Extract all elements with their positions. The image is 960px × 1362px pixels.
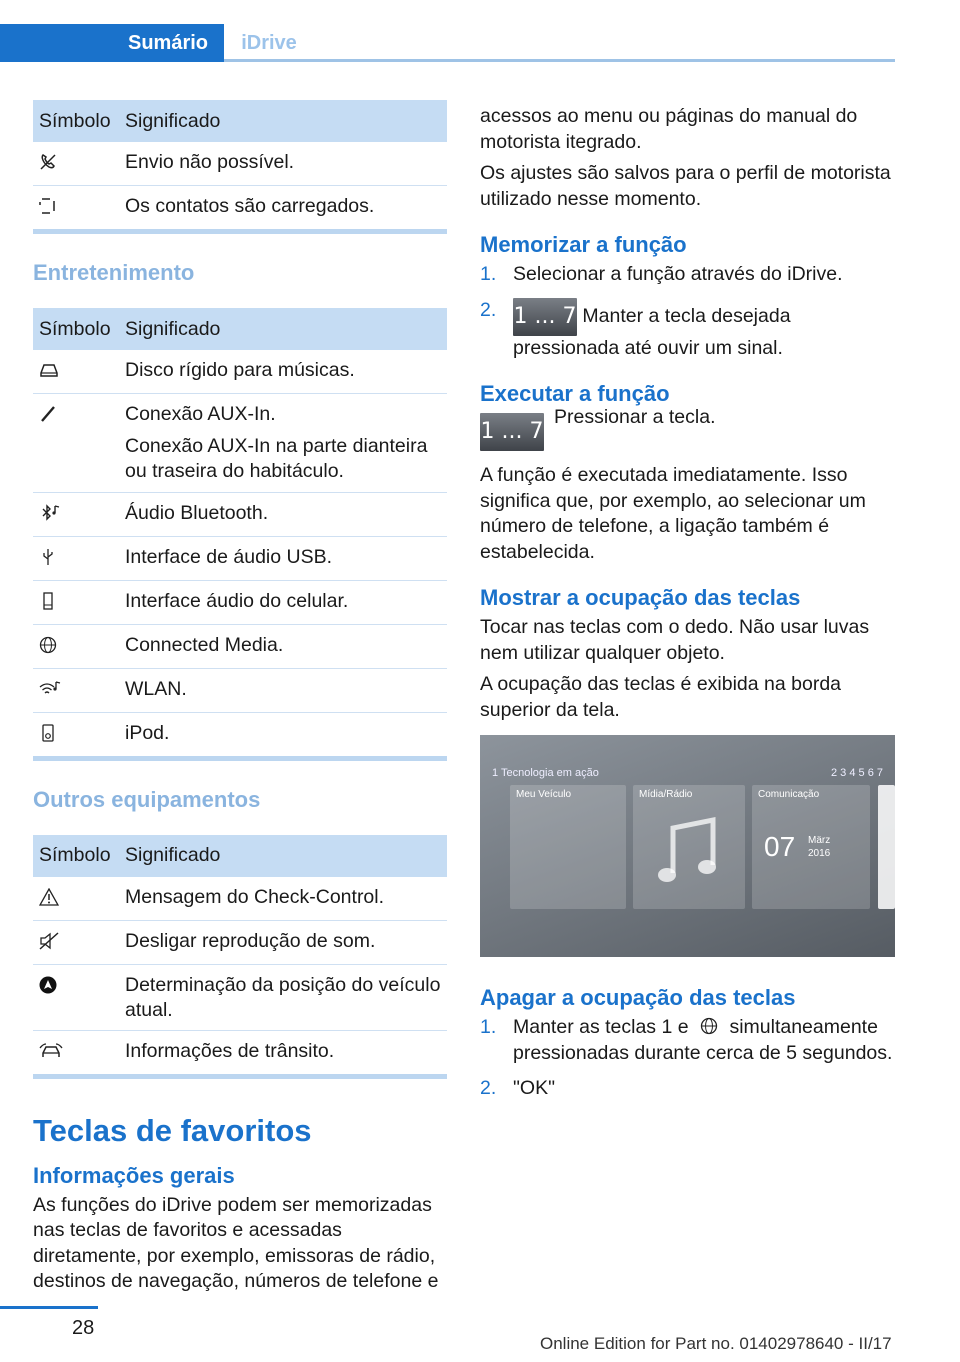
column-header-symbol: Símbolo bbox=[33, 308, 119, 350]
panel-communication bbox=[752, 785, 870, 909]
table-row bbox=[33, 394, 447, 493]
table-row bbox=[33, 142, 447, 186]
symbol-table-other bbox=[33, 835, 447, 1079]
symbol-table-entertainment bbox=[33, 308, 447, 761]
table-cell: WLAN. bbox=[119, 668, 447, 712]
delete-steps bbox=[480, 1015, 895, 1102]
tab-summary[interactable]: Sumário bbox=[0, 24, 224, 62]
symbol-table-communication bbox=[33, 100, 447, 234]
bar-left-label: 1 Tecnologia em ação bbox=[492, 767, 599, 779]
connected-media-icon bbox=[39, 636, 57, 654]
mobile-phone-icon bbox=[39, 592, 57, 610]
show-text-2: A ocupação das teclas é exibida na borda superior da tela. bbox=[480, 673, 842, 721]
execute-result: A função é executada imediatamente. Isso significa que, por exemplo, ao selecionar um número de telefone, a ligação também é estabelecida. bbox=[480, 464, 866, 563]
execute-text: Pressionar a tecla. bbox=[554, 406, 716, 428]
table-cell: Mensagem do Check-Control. bbox=[119, 877, 447, 921]
tab-idrive[interactable]: iDrive bbox=[241, 32, 297, 54]
section-title-entertainment: Entretenimento bbox=[33, 260, 195, 285]
table-cell: Disco rígido para músicas. bbox=[119, 350, 447, 394]
table-cell: Envio não possível. bbox=[119, 142, 447, 186]
table-cell: Connected Media. bbox=[119, 624, 447, 668]
idrive-screen-image bbox=[480, 735, 895, 957]
execute-row bbox=[480, 406, 895, 451]
date-day: 07 bbox=[764, 831, 796, 862]
column-header-symbol: Símbolo bbox=[33, 100, 119, 142]
bluetooth-audio-icon bbox=[39, 504, 57, 522]
aux-in-icon bbox=[39, 405, 57, 423]
music-note-icon bbox=[653, 813, 723, 893]
table-cell: iPod. bbox=[119, 712, 447, 758]
table-row bbox=[33, 624, 447, 668]
step-text: Selecionar a função através do iDrive. bbox=[513, 263, 843, 285]
step-text: "OK" bbox=[513, 1077, 556, 1099]
panel-label: Mídia/Rádio bbox=[639, 789, 693, 800]
table-row bbox=[33, 668, 447, 712]
table-row bbox=[33, 492, 447, 536]
table-cell: Interface áudio do celular. bbox=[119, 580, 447, 624]
table-cell: Informações de trânsito. bbox=[119, 1030, 447, 1076]
edition-label: Online Edition for Part no. 01402978640 - II/17 bbox=[540, 1334, 892, 1353]
step-text: simultaneamente pressionadas durante cerca de 5 segundos. bbox=[513, 1016, 893, 1064]
panel-vehicle bbox=[510, 785, 626, 909]
traffic-info-icon bbox=[39, 1042, 57, 1060]
favorite-key-icon: 1 ... 7 bbox=[513, 298, 577, 336]
column-header-meaning: Significado bbox=[119, 308, 447, 350]
column-header-meaning: Significado bbox=[119, 835, 447, 877]
top-navigation bbox=[0, 24, 895, 62]
column-header-meaning: Significado bbox=[119, 100, 447, 142]
step-text: Manter a tecla desejada pressionada até ouvir um sinal. bbox=[513, 304, 791, 359]
right-column bbox=[480, 104, 895, 1112]
panel-media bbox=[633, 785, 745, 909]
table-cell: Desligar reprodução de som. bbox=[119, 920, 447, 964]
usb-icon bbox=[39, 548, 57, 566]
table-row bbox=[33, 920, 447, 964]
table-cell: Determinação da posição do veículo atual. bbox=[119, 964, 447, 1030]
general-text-continued: acessos ao menu ou páginas do manual do motorista itegrado. bbox=[480, 105, 858, 153]
table-row bbox=[33, 964, 447, 1030]
section-title-delete: Apagar a ocupação das teclas bbox=[480, 985, 796, 1010]
table-row bbox=[33, 1030, 447, 1076]
section-title-execute: Executar a função bbox=[480, 381, 670, 406]
date-year: 2016 bbox=[808, 848, 831, 859]
table-row bbox=[33, 350, 447, 394]
chapter-title: Teclas de favoritos bbox=[33, 1112, 312, 1148]
table-row bbox=[33, 536, 447, 580]
connected-media-icon bbox=[700, 1017, 718, 1035]
show-text-1: Tocar nas teclas com o dedo. Não usar luvas nem utilizar qualquer objeto. bbox=[480, 616, 870, 664]
left-column bbox=[33, 100, 447, 1295]
step-text: Manter as teclas 1 e bbox=[513, 1016, 689, 1038]
bar-right-label: 2 3 4 5 6 7 bbox=[831, 767, 883, 779]
list-item: 2. "OK" bbox=[480, 1077, 556, 1099]
section-title-save: Memorizar a função bbox=[480, 232, 687, 257]
panel-label: Meu Veículo bbox=[516, 789, 572, 800]
contacts-loaded-icon bbox=[39, 197, 57, 215]
list-item: 1. Selecionar a função através do iDrive. bbox=[480, 263, 843, 285]
favorite-key-icon: 1 ... 7 bbox=[480, 413, 544, 451]
footer-line bbox=[0, 1306, 98, 1309]
section-title-show: Mostrar a ocupação das teclas bbox=[480, 585, 801, 610]
column-header-symbol: Símbolo bbox=[33, 835, 119, 877]
panel-label: Comunicação bbox=[758, 789, 820, 800]
panel-next bbox=[878, 785, 895, 909]
save-steps bbox=[480, 262, 895, 361]
page-number: 28 bbox=[72, 1317, 95, 1339]
section-title-general: Informações gerais bbox=[33, 1162, 235, 1188]
mute-icon bbox=[39, 932, 57, 950]
table-row bbox=[33, 712, 447, 758]
ipod-icon bbox=[39, 724, 57, 742]
date-month: März bbox=[808, 835, 831, 846]
favorites-bar bbox=[492, 761, 883, 785]
table-row bbox=[33, 580, 447, 624]
table-cell bbox=[119, 394, 447, 493]
general-text: As funções do iDrive podem ser memorizadas nas teclas de favoritos e acessadas diretamente, por exemplo, emissoras de rádio, destinos de navegação, números de telefone e bbox=[33, 1193, 439, 1292]
wlan-icon bbox=[39, 680, 57, 698]
warning-icon bbox=[39, 888, 57, 906]
table-row bbox=[33, 186, 447, 232]
list-item: 2. 1 ... 7 Manter a tecla desejada pressionada até ouvir um sinal. bbox=[480, 298, 791, 359]
hard-disk-icon bbox=[39, 361, 57, 379]
phone-blocked-icon bbox=[39, 153, 57, 171]
table-cell: Os contatos são carregados. bbox=[119, 186, 447, 232]
list-item: 1. Manter as teclas 1 e simultaneamente pressionadas durante cerca de 5 segundos. bbox=[480, 1016, 893, 1064]
cell-text: Conexão AUX-In. bbox=[125, 403, 276, 425]
position-icon bbox=[39, 976, 57, 994]
cell-text-detail: Conexão AUX-In na parte dianteira ou traseira do habitáculo. bbox=[125, 434, 428, 482]
table-cell: Interface de áudio USB. bbox=[119, 536, 447, 580]
table-cell: Áudio Bluetooth. bbox=[119, 492, 447, 536]
profile-text: Os ajustes são salvos para o perfil de motorista utilizado nesse momento. bbox=[480, 162, 891, 210]
table-row bbox=[33, 877, 447, 921]
section-title-other: Outros equipamentos bbox=[33, 786, 261, 812]
